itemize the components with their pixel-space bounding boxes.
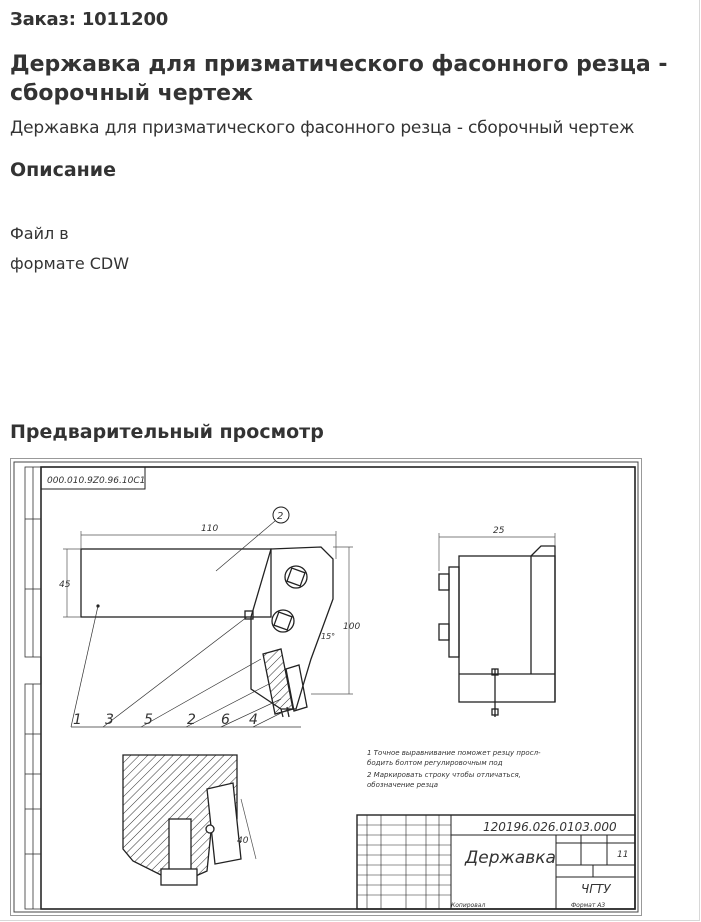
stamp-document-code: 120196.026.0103.000: [483, 820, 617, 834]
detail-view: [123, 755, 241, 885]
callout-numbers: [73, 712, 258, 728]
description-text-line2: формате CDW: [10, 254, 130, 273]
dimension-right-label: 100: [343, 622, 361, 632]
dimension-angle-label: 15°: [321, 632, 336, 641]
end-view-dimension: [439, 533, 555, 571]
left-margin-strips: [25, 467, 41, 909]
assembly-drawing: [11, 459, 641, 915]
holder-side-view: [81, 547, 336, 717]
callout-number: 2: [187, 712, 196, 728]
callout-balloon-number: 2: [277, 511, 284, 522]
preview-image[interactable]: [10, 458, 642, 916]
order-number: Заказ: 1011200: [10, 9, 169, 30]
dimension-detail-label: 40: [237, 836, 249, 846]
callout-number: 4: [249, 712, 258, 728]
top-code-text: 000.010.9Z0.96.10C1: [47, 476, 146, 486]
callout-number: 6: [221, 712, 230, 728]
dimension-width-label: 25: [493, 526, 505, 536]
preview-heading: Предварительный просмотр: [10, 421, 324, 443]
technical-note-1b: бодить болтом регулировочным под: [367, 759, 503, 767]
description-heading: Описание: [10, 159, 117, 181]
stamp-sheet-count: 11: [617, 850, 629, 860]
callout-number: 3: [105, 712, 114, 728]
technical-note-2: 2 Маркировать строку чтобы отличаться,: [367, 771, 521, 779]
stamp-copied-label: Копировал: [451, 902, 486, 909]
dimension-height-label: 45: [59, 580, 71, 590]
stamp-part-name: Державка: [465, 848, 556, 868]
technical-note-1: 1 Точное выравнивание поможет резцу просл-: [367, 749, 541, 757]
drawing-outer-frame: [14, 462, 638, 912]
description-text-line1: Файл в: [10, 224, 69, 243]
detail-dimension: [241, 799, 256, 859]
stamp-format-label: Формат А3: [571, 902, 606, 909]
dimension-lines: [63, 531, 353, 694]
technical-note-2b: обозначение резца: [367, 781, 439, 789]
dimension-length-label: 110: [201, 524, 219, 534]
page-title: Державка для призматического фасонного резца - сборочный чертеж: [10, 52, 668, 106]
callout-number: 1: [73, 712, 82, 728]
holder-end-view: [439, 546, 555, 717]
stamp-organization: ЧГТУ: [581, 882, 611, 896]
callout-number: 5: [144, 712, 153, 728]
page-subtitle: Державка для призматического фасонного резца - сборочный чертеж: [10, 118, 635, 138]
